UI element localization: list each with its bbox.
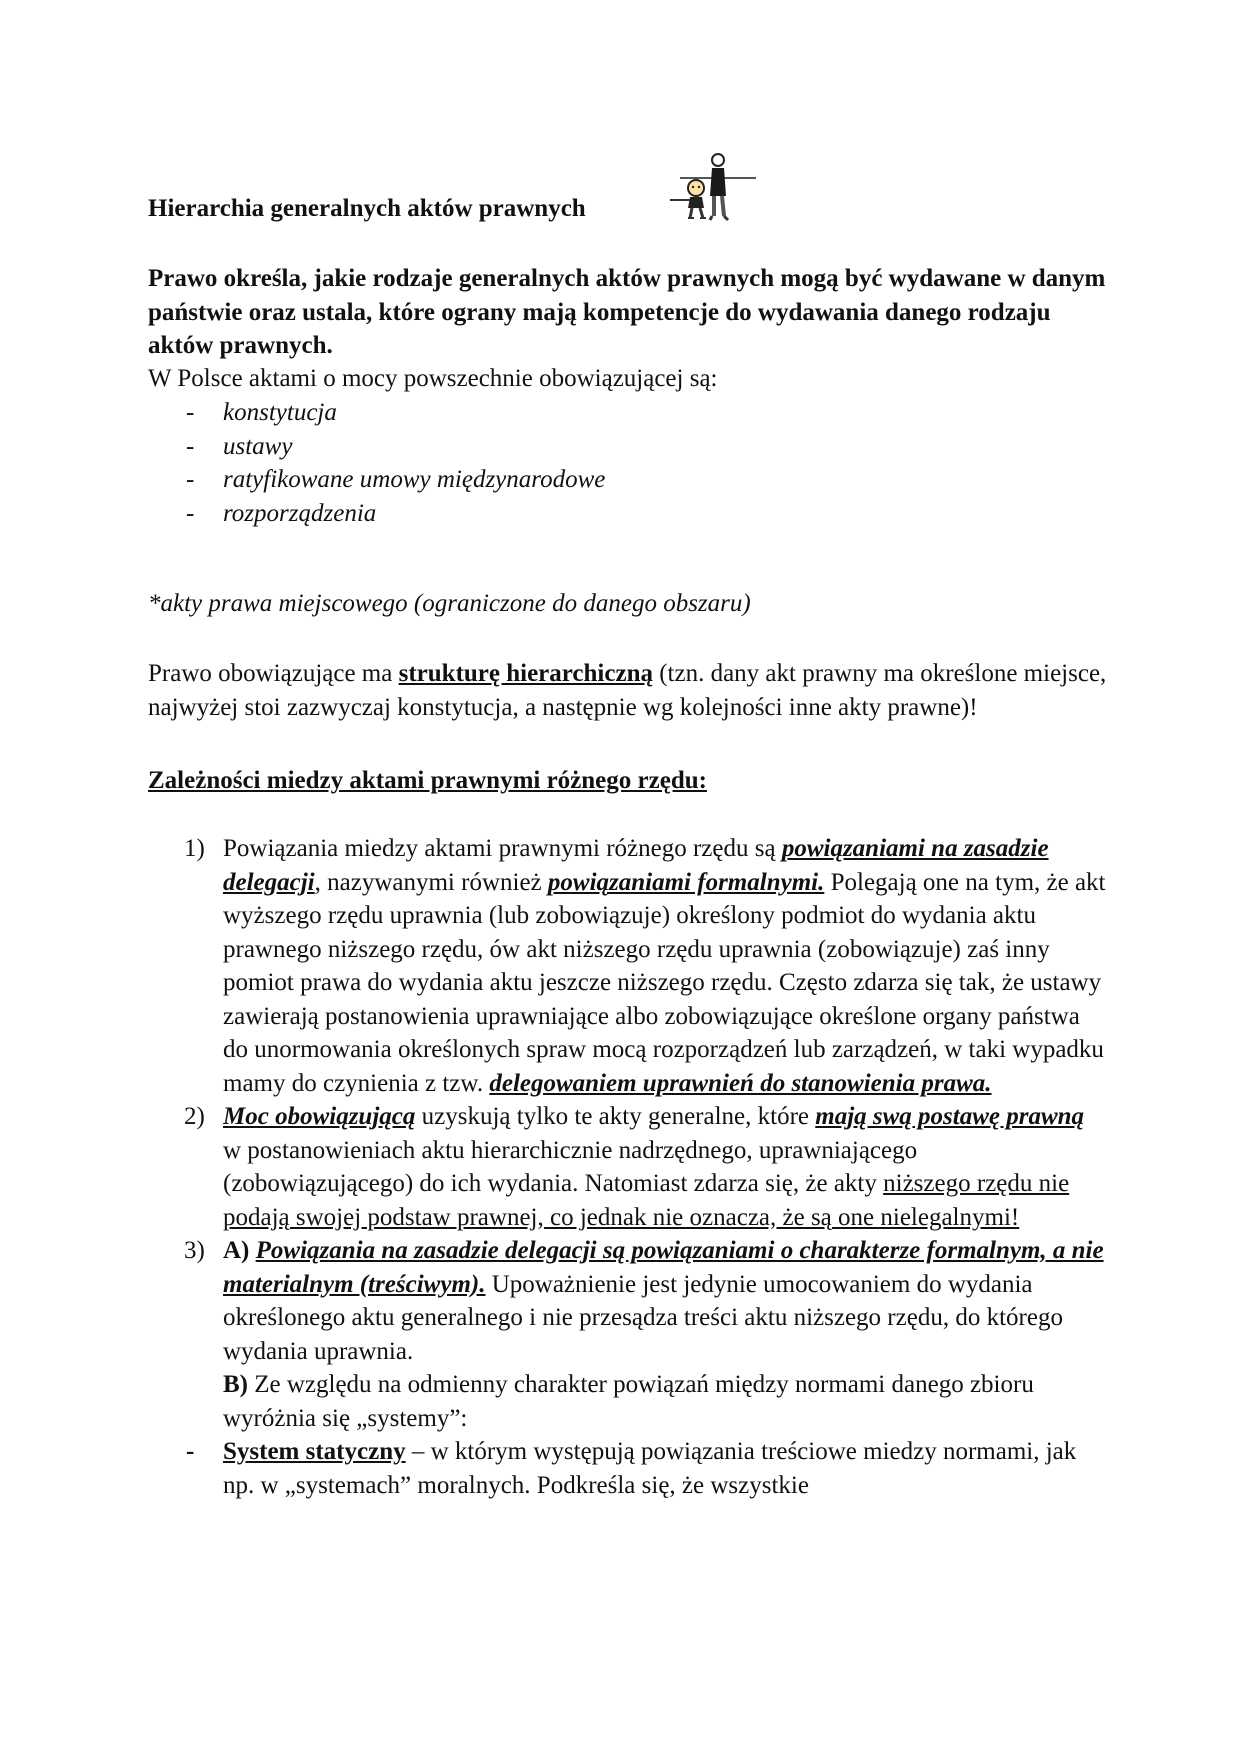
gymnastics-figures-icon — [666, 150, 761, 230]
intro-paragraph: Prawo określa, jakie rodzaje generalnych aktów prawnych mogą być wydawane w danym państwie oraz ustala, które ograny mają kompetencje do wydawania danego rodzaju aktów prawnych. — [148, 265, 1106, 359]
list-item: 2) Moc obowiązującą uzyskują tylko te akty generalne, które mają swą postawę prawną w postanowieniach aktu hierarchicznie nadrzędnego, uprawniającego (zobowiązującego) do ich wydania. Natomiast zdarza się, że akty niższego rzędu nie podają swojej podstaw prawnej, co jednak nie oznacza, że są one nielegalnymi! — [184, 1103, 1085, 1231]
list-item: 1) Powiązania miedzy aktami prawnymi różnego rzędu są powiązaniami na zasadzie delegacji, nazywanymi również powiązaniami formalnymi. Polegają one na tym, że akt wyższego rzędu uprawnia (lub zobowiązuje) określony podmiot do wydania aktu prawnego niższego rzędu, ów akt niższego rzędu uprawnia (zobowiązuje) zaś inny pomiot prawa do wydania aktu jeszcze niższego rzędu. Często zdarza się tak, że ustawy zawierają postanowienia uprawniające albo zobowiązujące określone organy państwa do unormowania określonych spraw mocą rozporządzeń lub zarządzeń, w taki wypadku mamy do czynienia z tzw. delegowaniem uprawnień do stanowienia prawa. — [184, 835, 1106, 1097]
static-system-label: System statyczny — [223, 1438, 406, 1465]
hierarchy-paragraph: Prawo obowiązujące ma strukturę hierarchiczną (tzn. dany akt prawny ma określone miejsce, najwyżej stoi zazwyczaj konstytucja, a następnie wg kolejności inne akty prawne)! — [148, 660, 1107, 721]
list-item: - System statyczny – w którym występują powiązania treściowe miedzy normami, jak np. w „systemach” moralnych. Podkreśla się, że wszystkie — [186, 1438, 1077, 1499]
acts-list — [148, 396, 605, 530]
list-item: - konstytucja — [186, 399, 337, 426]
document-title: Hierarchia generalnych aktów prawnych — [148, 195, 586, 222]
hierarchy-emphasis: strukturę hierarchiczną — [398, 660, 653, 687]
list-item: - rozporządzenia — [186, 499, 377, 527]
section-heading: Zależności miedzy aktami prawnymi różnego rzędu: — [148, 767, 707, 794]
list-item: - ratyfikowane umowy międzynarodowe — [186, 466, 606, 493]
list-item: - ustawy — [186, 432, 293, 460]
list-item: 3) A) Powiązania na zasadzie delegacji są powiązaniami o charakterze formalnym, a nie materialnym (treściwym). Upoważnienie jest jedynie umocowaniem do wydania określonego aktu generalnego i nie przesądza treści aktu niższego rzędu, do którego wydania uprawnia. B) Ze względu na odmienny charakter powiązań między normami danego zbioru wyróżnia się „systemy”: — [184, 1237, 1104, 1432]
title-row — [148, 150, 848, 230]
dependencies-list — [148, 832, 1108, 1502]
poland-acts-intro: W Polsce aktami o mocy powszechnie obowiązującej są: — [148, 365, 718, 392]
local-acts-note: *akty prawa miejscowego (ograniczone do danego obszaru) — [148, 590, 751, 617]
